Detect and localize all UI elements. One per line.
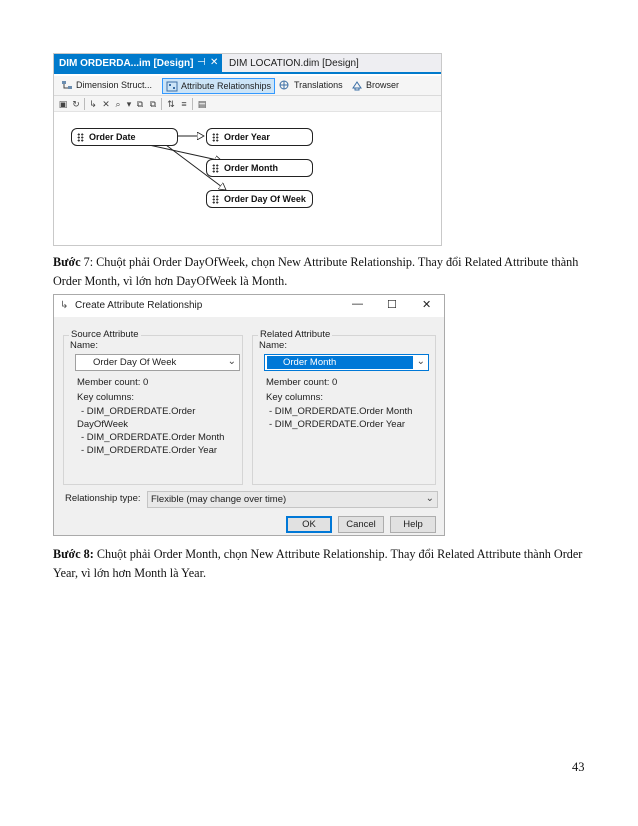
related-name-value: Order Month (267, 356, 413, 369)
relationship-diagram-canvas (54, 113, 441, 246)
dialog-titlebar (54, 295, 444, 317)
source-attribute-group (63, 329, 243, 485)
step7-text: : Chuột phải Order DayOfWeek, chọn New Attribute Relationship. Thay đổi Related Attribute thành Order Month, vì lớn hơn DayOfWeek là Month. (53, 255, 579, 288)
tab-dim-orderdate[interactable] (54, 54, 222, 74)
related-key-column: - DIM_ORDERDATE.Order Year (269, 419, 406, 430)
cancel-button[interactable]: Cancel (338, 516, 384, 533)
page-number: 43 (572, 760, 585, 774)
subtab-label: Dimension Struct... (76, 80, 153, 90)
relationship-type-select[interactable] (147, 491, 438, 508)
related-key-column: - DIM_ORDERDATE.Order Month (269, 406, 413, 417)
related-name-select[interactable] (264, 354, 429, 371)
node-label: Order Year (224, 132, 270, 142)
document-tab-bar (54, 54, 441, 74)
node-order-year[interactable] (206, 128, 313, 146)
zoom-dropdown-icon[interactable]: ▾ (126, 99, 132, 109)
relationship-icon: ↳ (60, 300, 69, 311)
grid-view-icon[interactable]: ▤ (197, 99, 207, 109)
step8-label: Bước 8: (53, 547, 94, 561)
designer-subtabs (54, 76, 441, 96)
step7-label-suffix: 7 (80, 255, 90, 269)
relationship-type-value: Flexible (may change over time) (151, 494, 287, 505)
source-name-label: Name: (70, 340, 98, 351)
attribute-icon (212, 195, 219, 204)
subtab-browser[interactable] (348, 78, 402, 94)
source-key-column: - DIM_ORDERDATE.Order Month (81, 432, 225, 443)
node-order-month[interactable] (206, 159, 313, 177)
toolbar-separator (84, 98, 85, 110)
tab-dim-location[interactable]: DIM LOCATION.dim [Design] (229, 58, 359, 69)
delete-icon[interactable]: ✕ (102, 99, 110, 109)
subtab-dimension-structure[interactable] (58, 78, 155, 94)
show-list-icon[interactable]: ≡ (181, 99, 187, 109)
source-name-select[interactable] (75, 354, 240, 371)
source-member-count: Member count: 0 (77, 377, 149, 388)
subtab-label: Translations (294, 80, 343, 90)
create-attribute-relationship-dialog (53, 294, 445, 536)
close-tab-icon[interactable]: ✕ (210, 57, 219, 68)
attribute-relationships-icon (166, 81, 178, 92)
source-key-column: - DIM_ORDERDATE.Order Year (81, 445, 218, 456)
subtab-label: Browser (366, 80, 400, 90)
browser-icon (351, 80, 363, 91)
related-attribute-group (252, 329, 436, 485)
close-button[interactable]: ✕ (422, 299, 432, 311)
relationship-type-label: Relationship type: (65, 493, 141, 504)
translations-icon (279, 80, 291, 91)
subtab-translations[interactable] (276, 78, 346, 94)
attribute-icon (212, 133, 219, 142)
source-name-value: Order Day Of Week (93, 357, 177, 368)
source-key-column: - DIM_ORDERDATE.Order (81, 406, 196, 417)
related-key-columns-label: Key columns: (266, 392, 324, 403)
copy-icon[interactable]: ⧉ (136, 99, 144, 109)
related-name-label: Name: (259, 340, 287, 351)
attribute-icon (77, 133, 84, 142)
chevron-down-icon: ⌄ (227, 356, 236, 367)
save-icon[interactable]: ▣ (58, 99, 68, 109)
node-label: Order Date (89, 132, 136, 142)
step8-paragraph (53, 545, 593, 583)
zoom-icon[interactable]: ⌕ (115, 99, 121, 109)
new-relationship-icon[interactable]: ↳ (89, 99, 97, 109)
designer-screenshot (53, 53, 442, 246)
ok-button[interactable]: OK (286, 516, 332, 533)
node-label: Order Day Of Week (224, 194, 306, 204)
minimize-button[interactable]: — (352, 298, 363, 310)
related-attribute-label: Related Attribute (260, 329, 331, 340)
step7-label: Bước (53, 255, 81, 269)
dialog-title: Create Attribute Relationship (75, 300, 203, 311)
node-order-day-of-week[interactable] (206, 190, 313, 208)
pin-icon[interactable]: ⊣ (197, 57, 206, 68)
designer-toolbar (54, 96, 441, 112)
chevron-down-icon: ⌄ (416, 356, 425, 367)
source-attribute-label: Source Attribute (71, 329, 139, 340)
chevron-down-icon: ⌄ (425, 493, 434, 504)
tab-dim-orderdate-label: DIM ORDERDA...im [Design] (59, 58, 194, 69)
toolbar-separator (161, 98, 162, 110)
node-label: Order Month (224, 163, 278, 173)
attribute-icon (212, 164, 219, 173)
toolbar-separator (192, 98, 193, 110)
paste-icon[interactable]: ⧉ (149, 99, 157, 109)
dimension-structure-icon (61, 80, 73, 91)
help-button[interactable]: Help (390, 516, 436, 533)
node-order-date[interactable] (71, 128, 178, 146)
subtab-attribute-relationships[interactable] (162, 78, 275, 94)
related-member-count: Member count: 0 (266, 377, 338, 388)
source-key-columns-label: Key columns: (77, 392, 135, 403)
refresh-icon[interactable]: ↻ (72, 99, 80, 109)
source-key-column: DayOfWeek (77, 419, 129, 430)
maximize-button[interactable]: ☐ (387, 299, 397, 311)
arrange-icon[interactable]: ⇅ (167, 99, 175, 109)
step8-text: Chuột phải Order Month, chọn New Attribute Relationship. Thay đổi Related Attribute thành Order Year, vì lớn hơn Month là Year. (53, 547, 583, 580)
step7-paragraph (53, 253, 593, 291)
subtab-label: Attribute Relationships (181, 81, 272, 91)
